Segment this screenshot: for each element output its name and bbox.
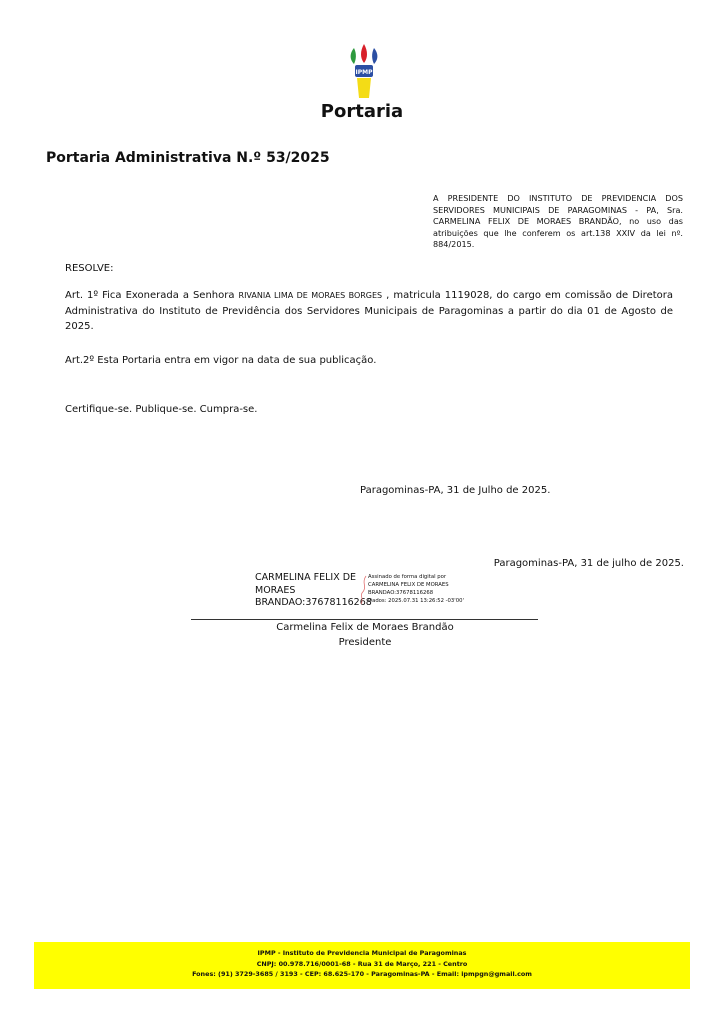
digital-signature-name-line: CARMELINA FELIX DE	[255, 572, 357, 583]
article-1-name: RIVANIA LIMA DE MORAES BORGES	[238, 291, 383, 300]
certify-line: Certifique-se. Publique-se. Cumpra-se.	[65, 404, 258, 415]
digital-signature-detail-line: Dados: 2025.07.31 13:26:52 -03'00'	[368, 598, 464, 604]
signature-line	[191, 619, 538, 620]
digital-signature-details	[368, 573, 464, 605]
article-1	[65, 288, 673, 335]
digital-signature-name-line: BRANDAO:37678116268	[255, 597, 372, 608]
page-title: Portaria	[320, 101, 404, 122]
article-1-suffix: , matricula 1119028, do cargo em comissão de Diretora Administrativa do Instituto de Previdência dos Servidores Municipais de Paragominas a partir do dia 01 de Agosto de 2025.	[65, 290, 673, 332]
logo-text: IPMP	[355, 69, 373, 76]
document-place-date: Paragominas-PA, 31 de Julho de 2025.	[360, 485, 551, 496]
signature-place-date: Paragominas-PA, 31 de julho de 2025.	[493, 558, 684, 569]
article-1-prefix: Art. 1º Fica Exonerada a Senhora	[65, 290, 235, 301]
preamble-paragraph: A PRESIDENTE DO INSTITUTO DE PREVIDENCIA DOS SERVIDORES MUNICIPAIS DE PARAGOMINAS - PA, Sra. CARMELINA FELIX DE MORAES BRANDÃO, no uso das atribuições que lhe conferem os art.138 XXIV da lei nº. 884/2015.	[433, 193, 683, 250]
digital-signature-detail-line: BRANDAO:37678116268	[368, 590, 434, 596]
document-subtitle: Portaria Administrativa N.º 53/2025	[46, 150, 330, 166]
footer-banner	[34, 942, 690, 989]
footer-line: CNPJ: 00.978.716/0001-68 - Rua 31 de Março, 221 - Centro	[256, 959, 468, 968]
resolve-heading: RESOLVE:	[65, 263, 114, 274]
signer-role: Presidente	[338, 637, 392, 648]
signer-name: Carmelina Felix de Moraes Brandão	[276, 622, 454, 633]
digital-signature-name-line: MORAES	[255, 584, 296, 596]
digital-signature-name	[255, 572, 372, 610]
digital-signature-detail-line: CARMELINA FELIX DE MORAES	[368, 582, 449, 588]
ipmp-logo-icon	[349, 44, 379, 98]
footer-line: IPMP - Instituto de Previdencia Municipal de Paragominas	[257, 949, 467, 957]
article-2: Art.2º Esta Portaria entra em vigor na data de sua publicação.	[65, 355, 377, 366]
footer-line: Fones: (91) 3729-3685 / 3193 - CEP: 68.625-170 - Paragominas-PA - Email: ipmpgn@gmail.com	[192, 970, 532, 978]
digital-signature-detail-line: Assinado de forma digital por	[368, 574, 447, 580]
